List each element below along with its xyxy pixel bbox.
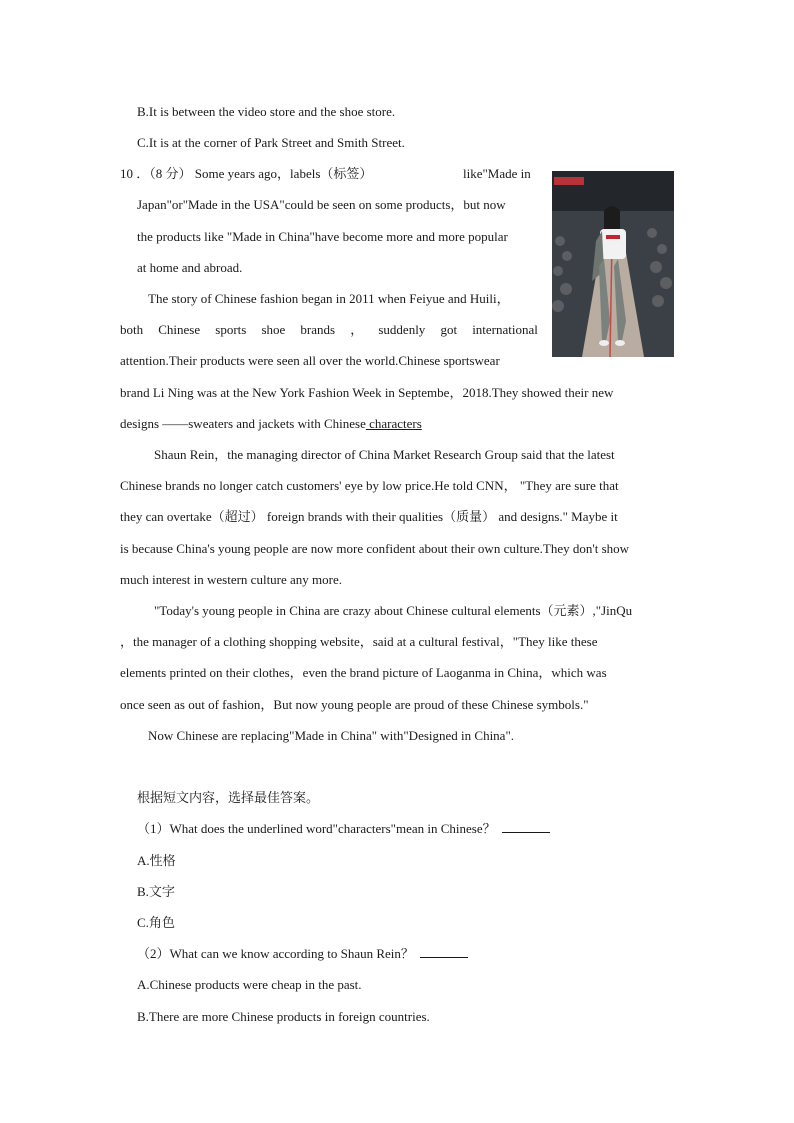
word: shoe <box>261 322 286 337</box>
word: ， <box>350 322 364 337</box>
sub2-option-a: A.Chinese products were cheap in the past. <box>137 977 362 992</box>
p3-line-4: is because China's young people are now more confident about their own culture.They don't show <box>120 541 630 556</box>
q10-line-3: the products like "Made in China"have become more and more popular <box>137 229 508 244</box>
sub1-option-b: B.文字 <box>137 884 175 899</box>
p3-line-1: Shaun Rein，the managing director of China Market Research Group said that the latest <box>154 447 615 462</box>
p4-line-1: "Today's young people in China are crazy about Chinese cultural elements（元素）,"JinQu <box>154 603 633 618</box>
answer-blank[interactable] <box>420 945 468 958</box>
word: international <box>472 322 538 337</box>
answer-blank[interactable] <box>502 820 550 833</box>
q10-line-1-end: like"Made in <box>463 166 531 181</box>
p2-line-5-text: designs ——sweaters and jackets with Chinese <box>120 416 366 431</box>
word: both <box>120 322 144 337</box>
p4-line-3: elements printed on their clothes，even the brand picture of Laoganma in China，which was <box>120 665 607 680</box>
p3-line-5: much interest in western culture any more. <box>120 572 343 587</box>
sub2-option-b: B.There are more Chinese products in foreign countries. <box>137 1009 430 1024</box>
sub-question-2 <box>137 945 468 963</box>
p3-line-3: they can overtake（超过） foreign brands with their qualities（质量） and designs." Maybe it <box>120 509 618 524</box>
q10-line-2: Japan"or"Made in the USA"could be seen on some products，but now <box>137 197 506 212</box>
word: suddenly <box>378 322 426 337</box>
word: sports <box>215 322 247 337</box>
p5-line: Now Chinese are replacing"Made in China" with"Designed in China". <box>148 728 515 743</box>
sub1-option-a: A.性格 <box>137 853 176 868</box>
sub-question-1 <box>137 820 550 838</box>
p3-line-2: Chinese brands no longer catch customers' eye by low price.He told CNN， "They are sure that <box>120 478 619 493</box>
q10-heading: 10 ．（8 分） Some years ago，labels（标签） <box>120 166 373 181</box>
sub-question-2-text: （2）What can we know according to Shaun Rein？ <box>137 946 414 961</box>
p4-line-2: ，the manager of a clothing shopping website，said at a cultural festival，"They like these <box>120 634 598 649</box>
p2-line-5 <box>120 415 422 433</box>
q10-line-4: at home and abroad. <box>137 260 243 275</box>
p2-line-3: attention.Their products were seen all over the world.Chinese sportswear <box>120 353 500 368</box>
sub1-option-c: C.角色 <box>137 915 175 930</box>
word: got <box>440 322 458 337</box>
p2-line-4: brand Li Ning was at the New York Fashion Week in Septembe，2018.They showed their new <box>120 385 614 400</box>
option-b: B.It is between the video store and the shoe store. <box>137 104 396 119</box>
underlined-word-characters: characters <box>365 416 422 431</box>
word: Chinese <box>158 322 201 337</box>
p4-line-4: once seen as out of fashion，But now young people are proud of these Chinese symbols." <box>120 697 589 712</box>
instruction: 根据短文内容，选择最佳答案。 <box>137 790 320 805</box>
option-c: C.It is at the corner of Park Street and Smith Street. <box>137 135 405 150</box>
word: brands <box>300 322 336 337</box>
q10-line-1 <box>120 165 372 183</box>
runway-photo <box>552 171 674 357</box>
p2-line-1: The story of Chinese fashion began in 2011 when Feiyue and Huili， <box>148 291 510 306</box>
p2-line-2 <box>120 321 538 339</box>
runway-photo-art <box>552 171 674 357</box>
sub-question-1-text: （1）What does the underlined word"characters"mean in Chinese？ <box>137 821 496 836</box>
